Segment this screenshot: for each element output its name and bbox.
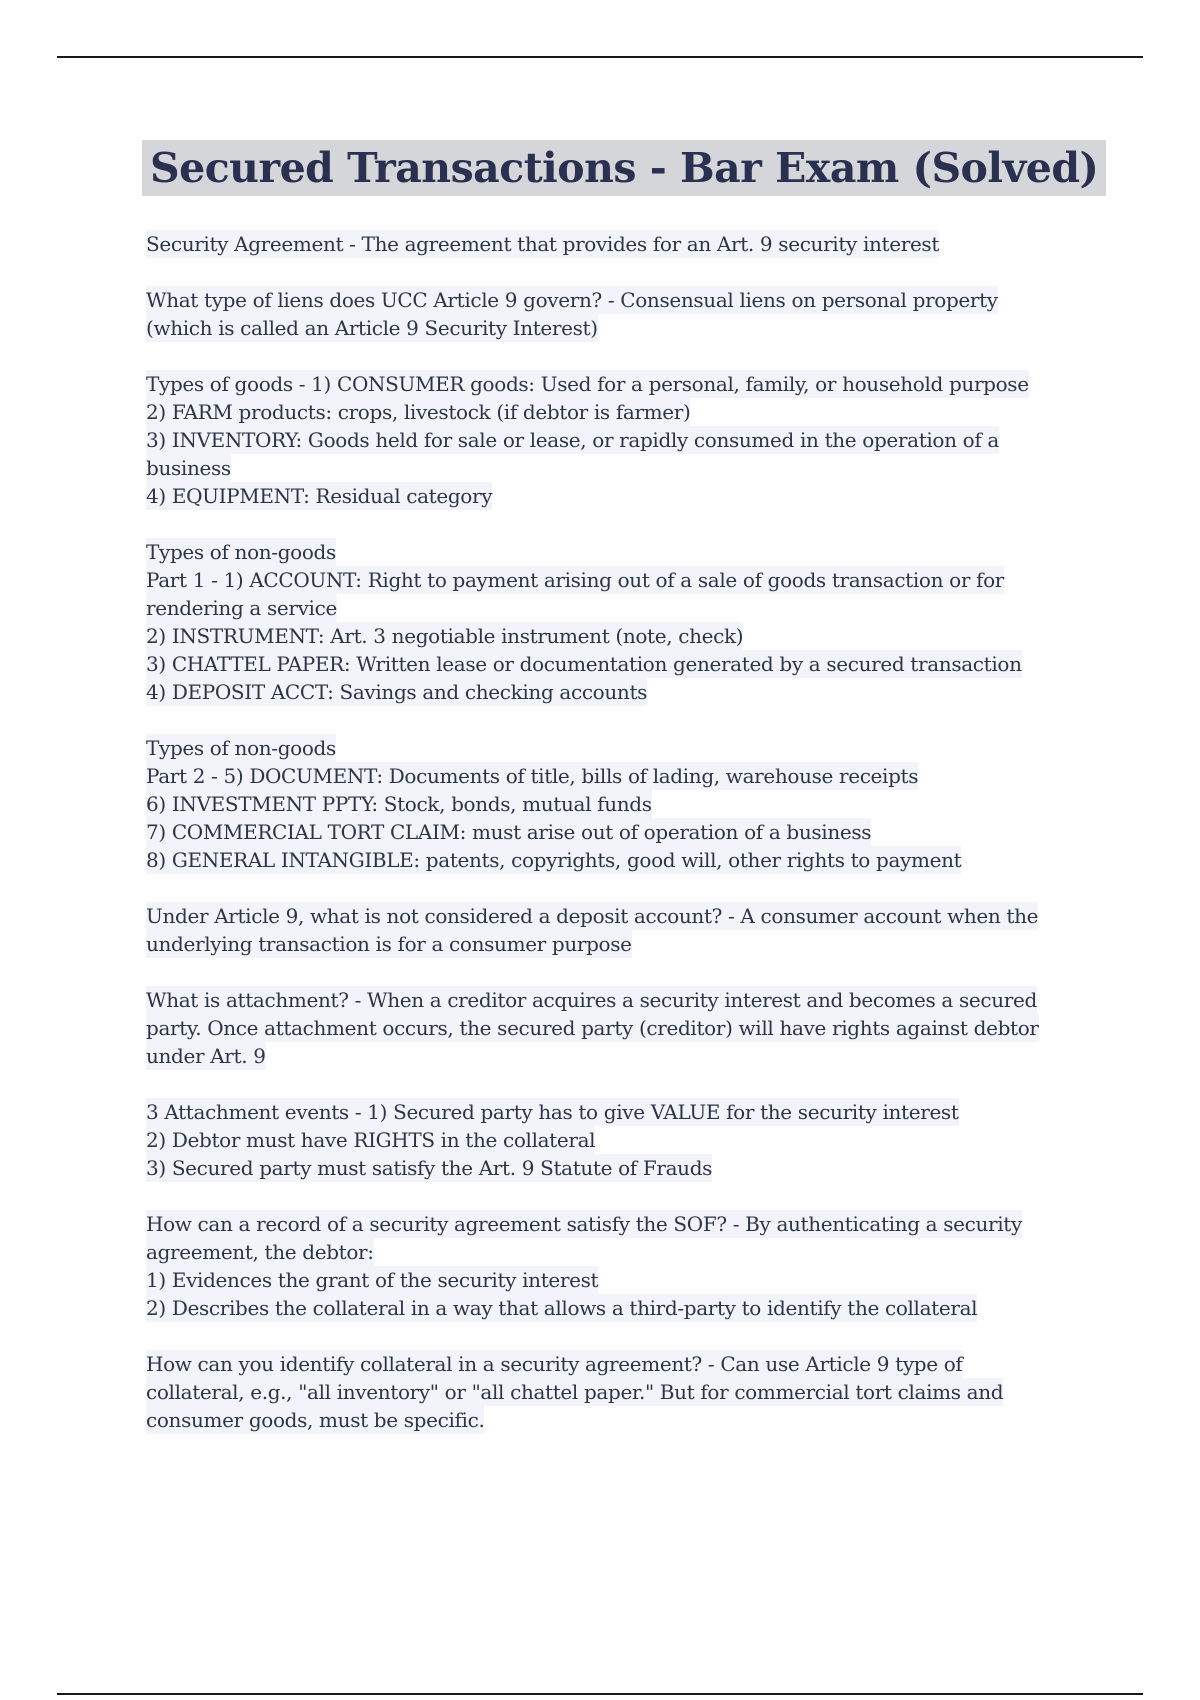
text-line: 2) Describes the collateral in a way that allows a third-party to identify the collateral bbox=[146, 1296, 978, 1320]
text-line: agreement, the debtor: bbox=[146, 1240, 374, 1264]
document-body bbox=[146, 230, 1086, 1462]
document-title: Secured Transactions - Bar Exam (Solved) bbox=[142, 140, 1106, 196]
text-line: Part 1 - 1) ACCOUNT: Right to payment arising out of a sale of goods transaction or for bbox=[146, 568, 1004, 592]
text-line: Under Article 9, what is not considered a deposit account? - A consumer account when the bbox=[146, 904, 1039, 928]
text-line: 2) Debtor must have RIGHTS in the collateral bbox=[146, 1128, 596, 1152]
qa-item bbox=[146, 1098, 1086, 1182]
text-line: consumer goods, must be specific. bbox=[146, 1408, 485, 1432]
text-line: 3) Secured party must satisfy the Art. 9 Statute of Frauds bbox=[146, 1156, 713, 1180]
qa-item bbox=[146, 538, 1086, 706]
qa-item bbox=[146, 986, 1086, 1070]
text-line: 7) COMMERCIAL TORT CLAIM: must arise out of operation of a business bbox=[146, 820, 872, 844]
text-line: 4) EQUIPMENT: Residual category bbox=[146, 484, 493, 508]
text-line: Types of goods - 1) CONSUMER goods: Used for a personal, family, or household purpose bbox=[146, 372, 1029, 396]
text-line: party. Once attachment occurs, the secured party (creditor) will have rights against debtor bbox=[146, 1016, 1039, 1040]
qa-item bbox=[146, 1210, 1086, 1322]
text-line: 3) CHATTEL PAPER: Written lease or documentation generated by a secured transaction bbox=[146, 652, 1022, 676]
text-line: 4) DEPOSIT ACCT: Savings and checking accounts bbox=[146, 680, 648, 704]
text-line: 2) FARM products: crops, livestock (if debtor is farmer) bbox=[146, 400, 691, 424]
top-rule bbox=[57, 56, 1143, 58]
text-line: rendering a service bbox=[146, 596, 337, 620]
qa-item bbox=[146, 286, 1086, 342]
title-block bbox=[142, 140, 1099, 196]
text-line: 8) GENERAL INTANGIBLE: patents, copyrights, good will, other rights to payment bbox=[146, 848, 962, 872]
text-line: under Art. 9 bbox=[146, 1044, 266, 1068]
text-line: What type of liens does UCC Article 9 govern? - Consensual liens on personal property bbox=[146, 288, 998, 312]
text-line: How can you identify collateral in a security agreement? - Can use Article 9 type of bbox=[146, 1352, 963, 1376]
text-line: What is attachment? - When a creditor acquires a security interest and becomes a secured bbox=[146, 988, 1037, 1012]
qa-item bbox=[146, 734, 1086, 874]
text-line: (which is called an Article 9 Security Interest) bbox=[146, 316, 598, 340]
bottom-rule bbox=[57, 1693, 1143, 1695]
text-line: 2) INSTRUMENT: Art. 3 negotiable instrument (note, check) bbox=[146, 624, 744, 648]
text-line: underlying transaction is for a consumer purpose bbox=[146, 932, 632, 956]
text-line: collateral, e.g., "all inventory" or "all chattel paper." But for commercial tort claims and bbox=[146, 1380, 1004, 1404]
text-line: Security Agreement - The agreement that provides for an Art. 9 security interest bbox=[146, 232, 940, 256]
qa-item bbox=[146, 370, 1086, 510]
qa-item bbox=[146, 1350, 1086, 1434]
text-line: 3) INVENTORY: Goods held for sale or lease, or rapidly consumed in the operation of a bbox=[146, 428, 999, 452]
text-line: business bbox=[146, 456, 231, 480]
text-line: 3 Attachment events - 1) Secured party has to give VALUE for the security interest bbox=[146, 1100, 959, 1124]
qa-item bbox=[146, 230, 1086, 258]
text-line: Part 2 - 5) DOCUMENT: Documents of title, bills of lading, warehouse receipts bbox=[146, 764, 919, 788]
qa-item bbox=[146, 902, 1086, 958]
text-line: 1) Evidences the grant of the security interest bbox=[146, 1268, 599, 1292]
text-line: Types of non-goods bbox=[146, 736, 336, 760]
text-line: How can a record of a security agreement satisfy the SOF? - By authenticating a security bbox=[146, 1212, 1022, 1236]
text-line: Types of non-goods bbox=[146, 540, 336, 564]
text-line: 6) INVESTMENT PPTY: Stock, bonds, mutual funds bbox=[146, 792, 652, 816]
